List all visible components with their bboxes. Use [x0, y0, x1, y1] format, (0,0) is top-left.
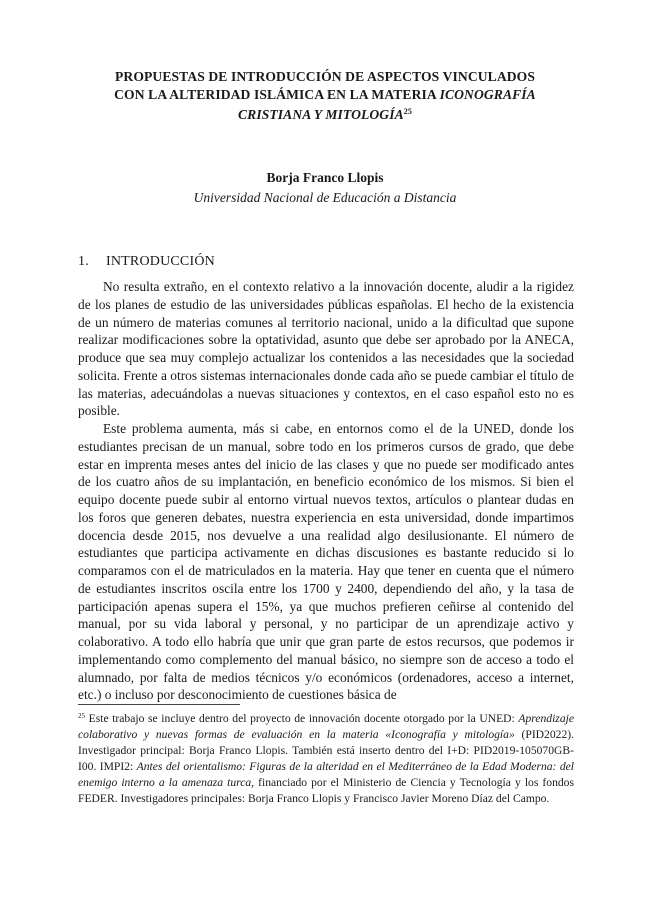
paragraph: No resulta extraño, en el contexto relativo a la innovación docente, aludir a la rigidez de los planes de estudio de las universidades públicas españolas. El hecho de la existencia de un número de materias comunes al territorio nacional, unido a la dificultad que supone realizar modificaciones sobre la optatividad, asunto que debe ser aprobado por la ANECA, produce que sea muy complejo actualizar los contenidos a las necesidades que la sociedad solicita. Frente a otros sistemas internacionales donde cada año se puede cambiar el título de las materias, adecuándolas a nuevas situaciones y contextos, en el caso español esto no es posible. [78, 279, 574, 419]
section-heading [78, 254, 215, 270]
body-text [78, 278, 574, 704]
title-line-3 [80, 103, 570, 124]
footnote [78, 708, 574, 807]
title-course-name-part-2: CRISTIANA Y MITOLOGÍA [238, 107, 404, 122]
title-footnote-ref: 25 [403, 107, 412, 116]
footnote-text-3: financiado por el Ministerio de Ciencia y Tecnología y los fondos FEDER. Investigadores principales: Borja Franco Llopis y Francisco Javier Moreno Díaz del Campo. [78, 776, 574, 805]
footnote-text-1: Este trabajo se incluye dentro del proyecto de innovación docente otorgado por la UNED: [85, 712, 519, 725]
section-number: 1. [78, 254, 89, 269]
author-affiliation: Universidad Nacional de Educación a Distancia [193, 190, 457, 205]
footnote-research-title: Antes del orientalismo: Figuras de la alteridad en el Mediterráneo de la Edad Moderna: del enemigo interno a la amenaza turca, [78, 760, 574, 789]
footnote-number: 25 [78, 712, 85, 720]
paper-title [80, 68, 570, 124]
author-name: Borja Franco Llopis [266, 170, 384, 185]
title-line-1: PROPUESTAS DE INTRODUCCIÓN DE ASPECTOS VINCULADOS [115, 69, 535, 84]
title-line-2-text: CON LA ALTERIDAD ISLÁMICA EN LA MATERIA [114, 86, 440, 102]
footnote-divider [78, 704, 240, 705]
footnote-text-2: (PID2022). Investigador principal: Borja Franco Llopis. También está inserto dentro del I+D: PID2019-105070GB-I00. IMPI2: [78, 728, 574, 773]
title-line-2 [80, 86, 570, 104]
footnote-project-title: Aprendizaje colaborativo y nuevas formas de evaluación en la materia «Iconografía y mitología» [78, 712, 574, 741]
title-course-name-part-1: ICONOGRAFÍA [439, 86, 536, 102]
section-title: INTRODUCCIÓN [106, 254, 215, 269]
paragraph: Este problema aumenta, más si cabe, en entornos como el de la UNED, donde los estudiantes precisan de un manual, sobre todo en los primeros cursos de grado, que debe estar en imprenta meses antes del inicio de las clases y que no puede ser modificado antes de los cuatro años de su implantación, en beneficio económico de los mismos. Si bien el equipo docente puede subir al entorno virtual nuevos textos, artículos o plantear dudas en los foros que generen debates, nuestra experiencia en esta universidad, donde impartimos docencia desde 2015, nos devuelve a una realidad algo desilusionante. El número de estudiantes que participa activamente en dichas discusiones es bastante reducido si lo comparamos con el de matriculados en la materia. Hay que tener en cuenta que el número de estudiantes inscritos oscila entre los 1700 y 2400, dependiendo del año, y la tasa de participación apenas supera el 15%, ya que muchos prefieren ceñirse al contenido del manual, por su vida laboral y personal, y no participar de un aprendizaje activo y colaborativo. A todo ello habría que unir que gran parte de estos recursos, que podemos ir implementando como complemento del manual básico, no siempre son de acceso a todo el alumnado, por falta de medios técnicos y/o económicos (ordenadores, acceso a internet, etc.) o incluso por desconocimiento de cuestiones básica de [78, 421, 574, 703]
